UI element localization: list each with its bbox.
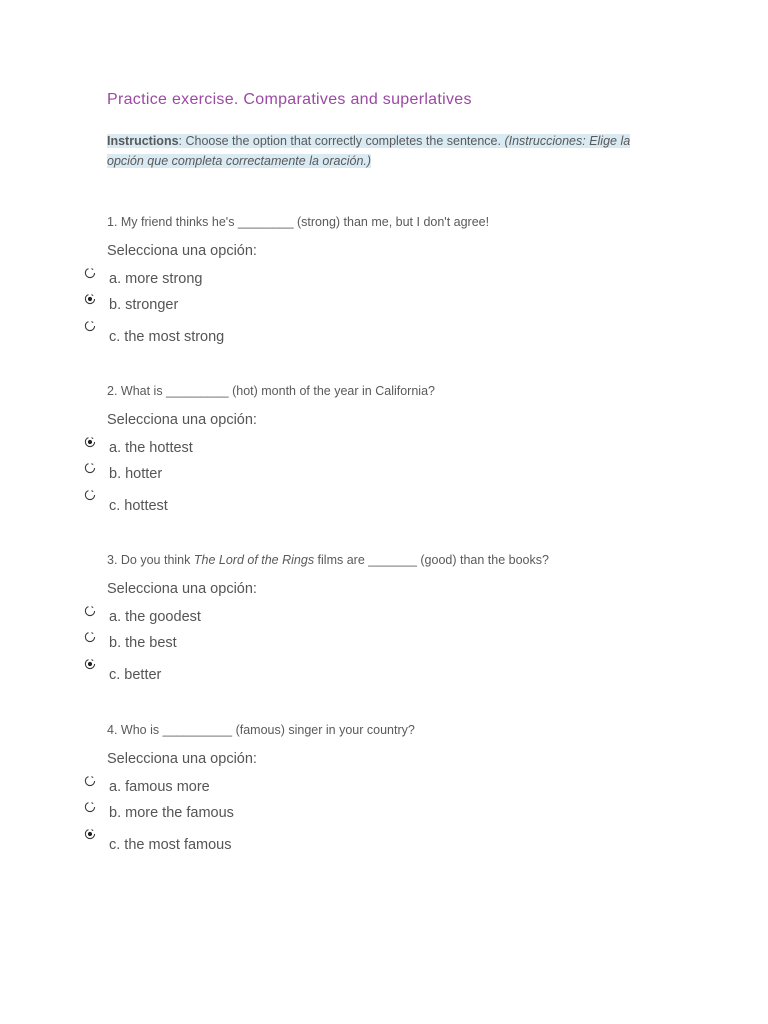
question-2-option-b-radio[interactable] <box>84 462 96 474</box>
question-2-prompt: Selecciona una opción: <box>107 412 257 428</box>
question-1-stem: 1. My friend thinks he's ________ (strong) than me, but I don't agree! <box>107 215 490 229</box>
instructions-text: : Choose the option that correctly completes the sentence. <box>178 134 505 148</box>
question-2-option-a-label[interactable]: a. the hottest <box>109 440 193 456</box>
question-2-option-c-radio[interactable] <box>84 489 96 501</box>
question-2-option-a-radio[interactable] <box>84 436 96 448</box>
question-2-stem: 2. What is _________ (hot) month of the year in California? <box>107 384 435 398</box>
radio-selected-dot <box>88 662 92 666</box>
question-3-stem-end: films are _______ (good) than the books? <box>314 553 549 567</box>
question-4-prompt: Selecciona una opción: <box>107 751 257 767</box>
question-3-stem-start: 3. Do you think <box>107 553 194 567</box>
question-3-stem <box>107 553 549 567</box>
question-3-option-a-label[interactable]: a. the goodest <box>109 609 201 625</box>
question-4-option-c-radio[interactable] <box>84 828 96 840</box>
question-1-option-c-radio[interactable] <box>84 320 96 332</box>
question-3-option-c-radio[interactable] <box>84 658 96 670</box>
question-1-prompt: Selecciona una opción: <box>107 243 257 259</box>
question-1-option-b-radio[interactable] <box>84 293 96 305</box>
radio-selected-dot <box>88 440 92 444</box>
question-3-prompt: Selecciona una opción: <box>107 581 257 597</box>
question-4-option-b-label[interactable]: b. more the famous <box>109 805 234 821</box>
question-4-option-b-radio[interactable] <box>84 801 96 813</box>
page-title: Practice exercise. Comparatives and superlatives <box>107 91 472 108</box>
question-4-option-c-label[interactable]: c. the most famous <box>109 837 232 853</box>
question-2-option-b-label[interactable]: b. hotter <box>109 466 163 482</box>
question-1 <box>0 215 768 365</box>
question-4 <box>0 723 768 873</box>
question-1-option-a-radio[interactable] <box>84 267 96 279</box>
radio-selected-dot <box>88 832 92 836</box>
question-3-stem-title: The Lord of the Rings <box>193 553 315 567</box>
instructions-label: Instructions <box>107 134 179 148</box>
radio-selected-dot <box>88 297 92 301</box>
question-3-option-b-label[interactable]: b. the best <box>109 635 177 651</box>
question-1-option-c-label[interactable]: c. the most strong <box>109 329 225 345</box>
question-3-option-b-radio[interactable] <box>84 631 96 643</box>
question-3 <box>0 553 768 703</box>
question-3-option-c-label[interactable]: c. better <box>109 667 162 683</box>
question-3-option-a-radio[interactable] <box>84 605 96 617</box>
question-1-option-a-label[interactable]: a. more strong <box>109 271 203 287</box>
question-4-stem: 4. Who is __________ (famous) singer in your country? <box>107 723 415 737</box>
question-4-option-a-radio[interactable] <box>84 775 96 787</box>
question-2-option-c-label[interactable]: c. hottest <box>109 498 168 514</box>
question-1-option-b-label[interactable]: b. stronger <box>109 297 179 313</box>
question-2 <box>0 384 768 534</box>
instructions <box>107 132 667 171</box>
question-4-option-a-label[interactable]: a. famous more <box>109 779 210 795</box>
instructions-translation: (Instrucciones: Elige la opción que completa correctamente la oración.) <box>107 134 631 168</box>
